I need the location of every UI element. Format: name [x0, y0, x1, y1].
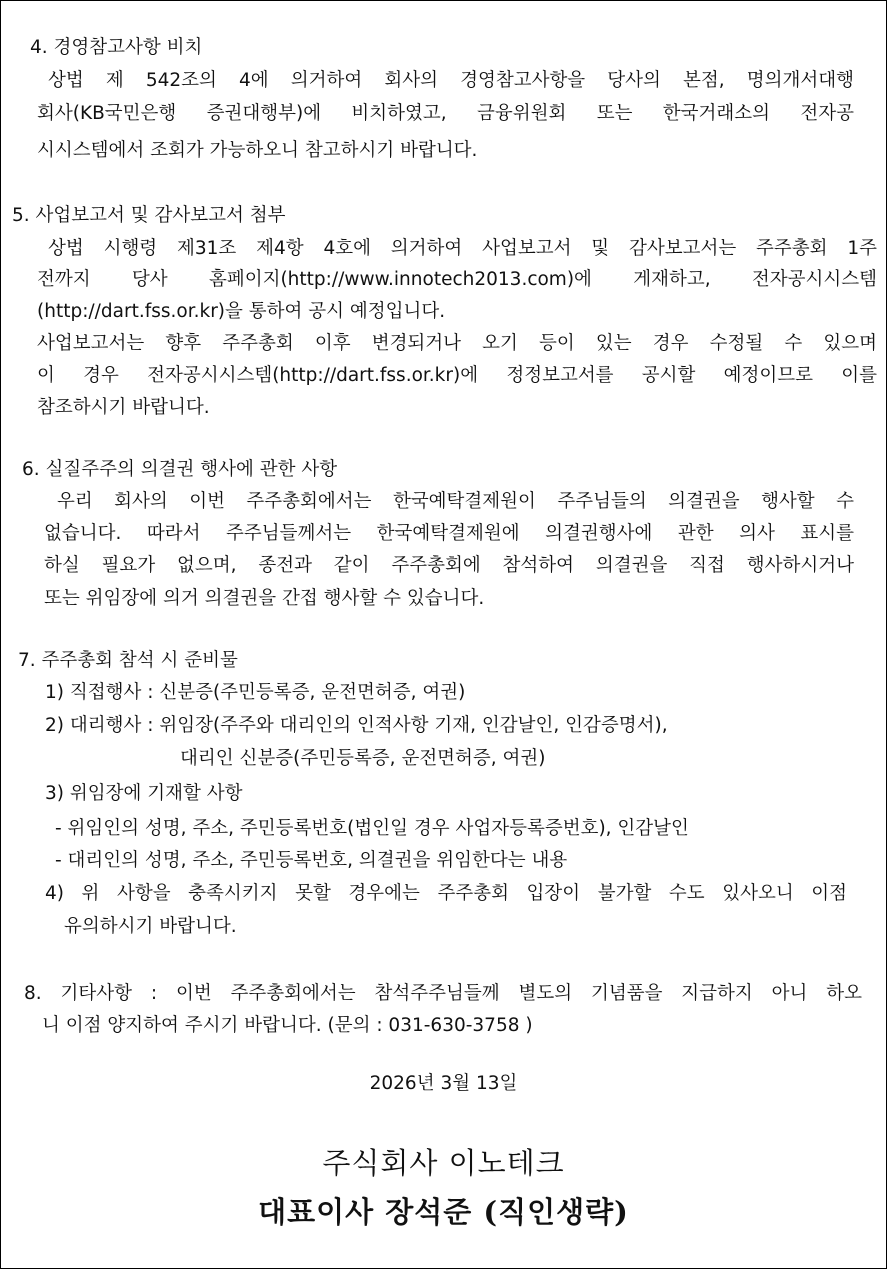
representative-signature: 대표이사 장석준 (직인생략) [258, 1195, 629, 1229]
section-7-item: 유의하시기 바랍니다. [64, 916, 237, 937]
section-5-heading: 5. 사업보고서 및 감사보고서 첨부 [12, 205, 286, 226]
section-6-line: 없습니다. 따라서 주주님들께서는 한국예탁결제원에 의결권행사에 관한 의사 표시를 [44, 523, 854, 544]
section-7-item: 2) 대리행사 : 위임장(주주와 대리인의 인적사항 기재, 인감날인, 인감증명서), [45, 715, 668, 736]
section-7-heading: 7. 주주총회 참석 시 준비물 [18, 650, 238, 671]
section-5-line: 상법 시행령 제31조 제4항 4호에 의거하여 사업보고서 및 감사보고서는 주주총회 1주 [48, 238, 877, 259]
section-5-line: 참조하시기 바랍니다. [37, 397, 210, 418]
section-7-item: - 대리인의 성명, 주소, 주민등록번호, 의결권을 위임한다는 내용 [55, 850, 568, 871]
section-7-item: - 위임인의 성명, 주소, 주민등록번호(법인일 경우 사업자등록증번호), 인감날인 [55, 818, 689, 839]
section-7-item: 3) 위임장에 기재할 사항 [45, 783, 243, 804]
section-4-line: 상법 제 542조의 4에 의거하여 회사의 경영참고사항을 당사의 본점, 명의개서대행 [48, 70, 854, 91]
section-7-item: 4) 위 사항을 충족시키지 못할 경우에는 주주총회 입장이 불가할 수도 있사오니 이점 [45, 883, 847, 904]
section-7-item: 1) 직접행사 : 신분증(주민등록증, 운전면허증, 여권) [45, 682, 466, 703]
section-6-line: 우리 회사의 이번 주주총회에서는 한국예탁결제원이 주주님들의 의결권을 행사할 수 [57, 491, 854, 512]
section-6-heading: 6. 실질주주의 의결권 행사에 관한 사항 [22, 459, 338, 480]
section-6-line: 또는 위임장에 의거 의결권을 간접 행사할 수 있습니다. [44, 588, 485, 609]
section-5-line: (http://dart.fss.or.kr)을 통하여 공시 예정입니다. [37, 301, 446, 322]
section-5-line: 이 경우 전자공시시스템(http://dart.fss.or.kr)에 정정보고서를 공시할 예정이므로 이를 [37, 365, 877, 386]
company-name: 주식회사 이노테크 [322, 1146, 565, 1180]
section-7-item: 대리인 신분증(주민등록증, 운전면허증, 여권) [180, 748, 546, 769]
section-4-line: 시시스템에서 조회가 가능하오니 참고하시기 바랍니다. [37, 140, 478, 161]
section-4-line: 회사(KB국민은행 증권대행부)에 비치하였고, 금융위원회 또는 한국거래소의 전자공 [37, 103, 854, 124]
notice-date: 2026년 3월 13일 [369, 1073, 518, 1094]
section-8-line: 8. 기타사항 : 이번 주주총회에서는 참석주주님들께 별도의 기념품을 지급하지 아니 하오 [24, 983, 862, 1004]
section-8-line: 니 이점 양지하여 주시기 바랍니다. (문의 : 031-630-3758 ) [42, 1015, 533, 1036]
section-5-line: 전까지 당사 홈페이지(http://www.innotech2013.com)에 게재하고, 전자공시시스템 [37, 269, 877, 290]
section-6-line: 하실 필요가 없으며, 종전과 같이 주주총회에 참석하여 의결권을 직접 행사하시거나 [44, 555, 854, 576]
section-4-heading: 4. 경영참고사항 비치 [30, 37, 203, 58]
section-5-line: 사업보고서는 향후 주주총회 이후 변경되거나 오기 등이 있는 경우 수정될 수 있으며 [37, 333, 877, 354]
